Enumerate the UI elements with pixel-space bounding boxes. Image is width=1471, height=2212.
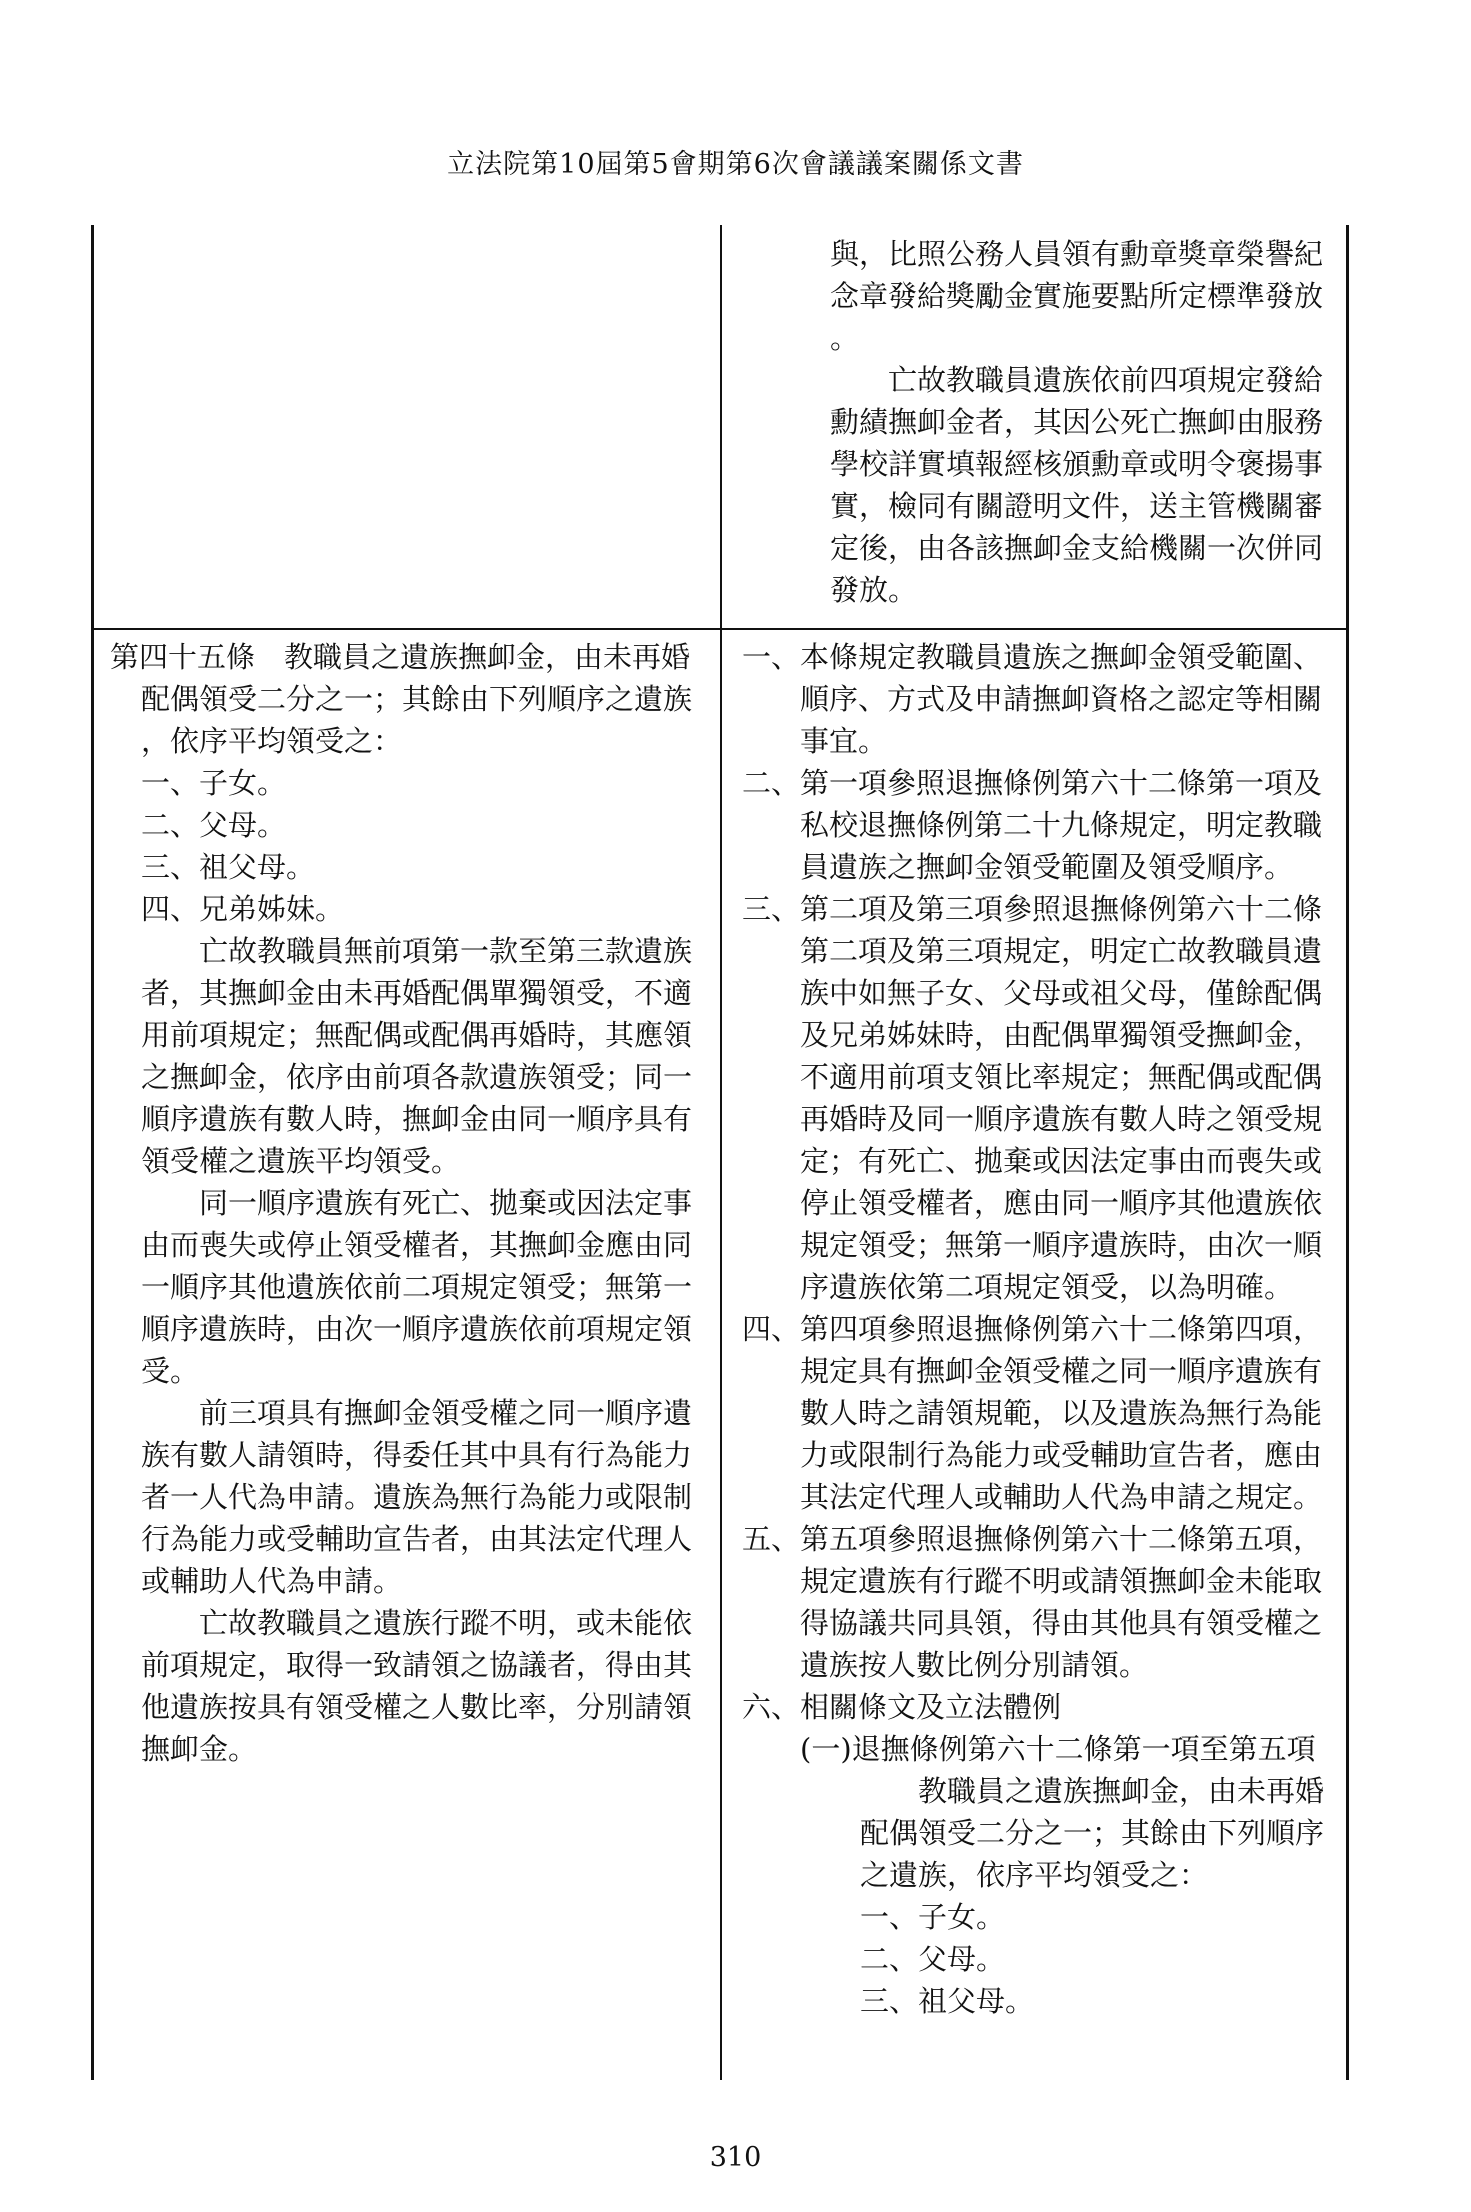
text-line: 一、子女。	[141, 766, 287, 800]
text-line: 與，比照公務人員領有勳章獎章榮譽紀	[830, 237, 1324, 271]
item-text: 得協議共同具領，得由其他具有領受權之	[800, 1606, 1323, 1640]
item-number	[742, 1140, 800, 1182]
article-45-text	[112, 636, 712, 1770]
table-right-border	[1346, 225, 1349, 2080]
text-line	[742, 1098, 1342, 1140]
text-line: 族有數人請領時，得委任其中具有行為能力	[141, 1438, 693, 1472]
text-line: 受。	[141, 1354, 200, 1388]
item-text: 第二項及第三項參照退撫條例第六十二條	[800, 892, 1323, 926]
item-text: 順序、方式及申請撫卹資格之認定等相關	[800, 682, 1323, 716]
explanation-item	[742, 888, 1342, 930]
item-text: 私校退撫條例第二十九條規定，明定教職	[800, 808, 1323, 842]
item-text: 再婚時及同一順序遺族有數人時之領受規	[800, 1102, 1323, 1136]
item-number	[742, 678, 800, 720]
text-line: 順序遺族時，由次一順序遺族依前項規定領	[141, 1312, 693, 1346]
text-line: 學校詳實填報經核頒勳章或明令褒揚事	[830, 447, 1324, 481]
item-text: 族中如無子女、父母或祖父母，僅餘配偶	[800, 976, 1323, 1010]
text-line: 勳績撫卹金者，其因公死亡撫卹由服務	[830, 405, 1324, 439]
text-line: 者，其撫卹金由未再婚配偶單獨領受，不適	[141, 976, 693, 1010]
text-line: 二、父母。	[860, 1942, 1006, 1976]
item-text: 第四項參照退撫條例第六十二條第四項，	[800, 1312, 1323, 1346]
item-text: 規定具有撫卹金領受權之同一順序遺族有	[800, 1354, 1323, 1388]
text-line: 。	[830, 321, 860, 355]
text-line: 實，檢同有關證明文件，送主管機關審	[830, 489, 1324, 523]
item-text: 相關條文及立法體例	[800, 1690, 1062, 1724]
text-line: 教職員之遺族撫卹金，由未再婚	[918, 1774, 1325, 1808]
text-line: 他遺族按具有領受權之人數比率，分別請領	[141, 1690, 693, 1724]
item-number: 二、	[742, 766, 801, 800]
text-line	[742, 720, 1342, 762]
item-text: 力或限制行為能力或受輔助宣告者，應由	[800, 1438, 1323, 1472]
item-number: 四、	[742, 1312, 801, 1346]
item-number	[742, 972, 800, 1014]
explanation-text	[742, 636, 1342, 2022]
explanation-item	[742, 1308, 1342, 1350]
item-text: 不適用前項支領比率規定；無配偶或配偶	[800, 1060, 1323, 1094]
item-text: 本條規定教職員遺族之撫卹金領受範圍、	[800, 640, 1323, 674]
item-text: 數人時之請領規範，以及遺族為無行為能	[800, 1396, 1323, 1430]
item-text: 其法定代理人或輔助人代為申請之規定。	[800, 1480, 1323, 1514]
item-text: 事宜。	[800, 724, 888, 758]
item-number	[742, 1644, 800, 1686]
text-line: 亡故教職員之遺族行蹤不明，或未能依	[199, 1606, 693, 1640]
item-text: 停止領受權者，應由同一順序其他遺族依	[800, 1186, 1323, 1220]
text-line: 領受權之遺族平均領受。	[141, 1144, 461, 1178]
item-text: 第二項及第三項規定，明定亡故教職員遺	[800, 934, 1323, 968]
text-line: 之遺族，依序平均領受之：	[860, 1858, 1209, 1892]
text-line	[742, 1266, 1342, 1308]
text-line: 發放。	[830, 573, 918, 607]
item-number	[742, 804, 800, 846]
text-line: 一、子女。	[860, 1900, 1006, 1934]
item-text: 第一項參照退撫條例第六十二條第一項及	[800, 766, 1323, 800]
text-line	[742, 1224, 1342, 1266]
item-number	[742, 1014, 800, 1056]
item-number	[742, 720, 800, 762]
text-line: 念章發給獎勵金實施要點所定標準發放	[830, 279, 1324, 313]
item-number: 五、	[742, 1522, 801, 1556]
text-line: 同一順序遺族有死亡、拋棄或因法定事	[199, 1186, 693, 1220]
explanation-item	[742, 636, 1342, 678]
text-line	[742, 678, 1342, 720]
item-text: 及兄弟姊妹時，由配偶單獨領受撫卹金，	[800, 1018, 1323, 1052]
item-number: 六、	[742, 1690, 801, 1724]
text-line	[742, 1602, 1342, 1644]
text-line: 用前項規定；無配偶或配偶再婚時，其應領	[141, 1018, 693, 1052]
page-number: 310	[709, 2142, 762, 2173]
text-line	[742, 930, 1342, 972]
text-line: 二、父母。	[141, 808, 287, 842]
text-line	[742, 1392, 1342, 1434]
text-line	[742, 1056, 1342, 1098]
text-line: 定後，由各該撫卹金支給機關一次併同	[830, 531, 1324, 565]
text-line	[742, 1476, 1342, 1518]
item-text: 定；有死亡、拋棄或因法定事由而喪失或	[800, 1144, 1323, 1178]
item-text: 規定遺族有行蹤不明或請領撫卹金未能取	[800, 1564, 1323, 1598]
text-line: 或輔助人代為申請。	[141, 1564, 403, 1598]
explanation-item	[742, 1518, 1342, 1560]
text-line: 四、兄弟姊妹。	[141, 892, 345, 926]
item-number	[742, 1098, 800, 1140]
text-line: 行為能力或受輔助宣告者，由其法定代理人	[141, 1522, 693, 1556]
table-center-divider	[720, 225, 722, 2080]
item-number	[742, 1560, 800, 1602]
text-line	[742, 972, 1342, 1014]
text-line: 由而喪失或停止領受權者，其撫卹金應由同	[141, 1228, 693, 1262]
text-line	[742, 1644, 1342, 1686]
text-line: 三、祖父母。	[141, 850, 316, 884]
item-number	[742, 846, 800, 888]
table-left-border	[91, 225, 94, 2080]
article-heading-line: 第四十五條 教職員之遺族撫卹金，由未再婚	[110, 640, 691, 674]
text-line: 一順序其他遺族依前二項規定領受；無第一	[141, 1270, 693, 1304]
text-line	[742, 1434, 1342, 1476]
item-text: 序遺族依第二項規定領受，以為明確。	[800, 1270, 1294, 1304]
text-line: 撫卹金。	[141, 1732, 258, 1766]
text-line: 配偶領受二分之一；其餘由下列順序之遺族	[141, 682, 693, 716]
text-line: 三、祖父母。	[860, 1984, 1035, 2018]
item-number	[742, 1224, 800, 1266]
item-text: 遺族按人數比例分別請領。	[800, 1648, 1149, 1682]
text-line: 順序遺族有數人時，撫卹金由同一順序具有	[141, 1102, 693, 1136]
explanation-item	[742, 1686, 1342, 1728]
text-line: 亡故教職員無前項第一款至第三款遺族	[199, 934, 693, 968]
item-text: 員遺族之撫卹金領受範圍及領受順序。	[800, 850, 1294, 884]
item-number	[742, 1392, 800, 1434]
text-line	[742, 804, 1342, 846]
text-line	[742, 1560, 1342, 1602]
text-line: ，依序平均領受之：	[141, 724, 403, 758]
item-text: 第五項參照退撫條例第六十二條第五項，	[800, 1522, 1323, 1556]
explanation-item	[742, 762, 1342, 804]
item-number	[742, 1602, 800, 1644]
item-number: 一、	[742, 640, 801, 674]
sub-section-heading: (一)退撫條例第六十二條第一項至第五項	[800, 1732, 1316, 1766]
item-text: 規定領受；無第一順序遺族時，由次一順	[800, 1228, 1323, 1262]
item-number	[742, 1266, 800, 1308]
text-line: 之撫卹金，依序由前項各款遺族領受；同一	[141, 1060, 693, 1094]
item-number	[742, 1434, 800, 1476]
text-line: 配偶領受二分之一；其餘由下列順序	[860, 1816, 1325, 1850]
text-line	[742, 1140, 1342, 1182]
item-number	[742, 1182, 800, 1224]
item-number	[742, 930, 800, 972]
item-number: 三、	[742, 892, 801, 926]
top-left-cell	[96, 226, 716, 626]
text-line: 者一人代為申請。遺族為無行為能力或限制	[141, 1480, 693, 1514]
text-line: 亡故教職員遺族依前四項規定發給	[888, 363, 1324, 397]
text-line	[742, 1350, 1342, 1392]
text-line: 前三項具有撫卹金領受權之同一順序遺	[199, 1396, 693, 1430]
text-line: 前項規定，取得一致請領之協議者，得由其	[141, 1648, 693, 1682]
top-right-cell	[830, 233, 1340, 611]
row-divider	[91, 628, 1349, 630]
item-number	[742, 1476, 800, 1518]
page-header: 立法院第10屆第5會期第6次會議議案關係文書	[447, 149, 1024, 180]
text-line	[742, 846, 1342, 888]
text-line	[742, 1014, 1342, 1056]
item-number	[742, 1350, 800, 1392]
item-number	[742, 1056, 800, 1098]
text-line	[742, 1182, 1342, 1224]
